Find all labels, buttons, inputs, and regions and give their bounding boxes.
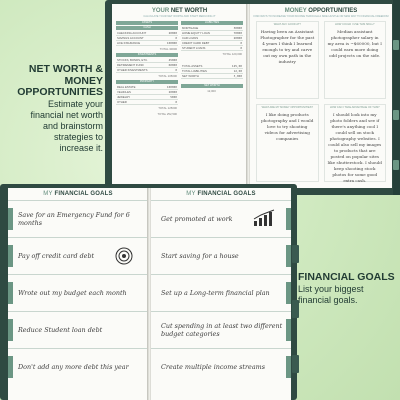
row-label: STUDENT LOANS [182,46,206,50]
handwritten-note: Median assistant photographer salary in my area is ~$60000, but I could earn more doing odd projects on the side. [327,29,382,58]
goal-item [151,200,291,237]
financial-goals-promo-body: List your biggest financial goals. [298,284,364,305]
cell-label: WHAT AM I GOOD AT? [273,23,301,26]
page-subtitle: CALCULATE YOUR NET WORTH AND START REDUCING IT [143,15,216,18]
grand-total: TOTAL 252,500 [157,112,177,116]
goal-tab [8,356,13,378]
opportunity-cell [256,104,319,182]
row-value: 3,000 [233,74,242,78]
section-header: LIABILITIES [181,21,243,25]
row-value: 20000 [168,31,177,35]
table-row [181,46,243,51]
row-label: CHECKING ACCOUNT [117,31,147,35]
page-tab [393,40,399,50]
page-title: YOUR NET WORTH [151,8,208,14]
row-value: 125,00 [231,64,242,68]
row-label: REAL ESTATE [117,85,136,89]
row-label: HOME EQUITY LOAN [182,31,210,35]
money-opportunities-page [250,4,392,188]
goal-text: Set up a Long-term financial plan [161,289,270,297]
goal-text: Reduce Student loan debt [18,326,103,334]
goal-text: Start saving for a house [161,252,239,260]
opportunity-cell [324,104,387,182]
opportunity-cell [324,21,387,99]
goal-tab [286,356,291,378]
net-worth-value: 12,000 [207,89,216,93]
goal-tab [286,208,291,230]
goal-text: Don't add any more debt this year [18,363,129,371]
goal-item [8,200,148,237]
page-title: MY FINANCIAL GOALS [186,191,256,197]
row-value: 0 [175,68,177,72]
section-header: CASH [116,26,178,30]
goal-tab [286,319,291,341]
table-row [116,68,178,73]
net-worth-promo-body: Estimate your financial net worth and brainstorm strategies to increase it. [30,99,103,153]
row-value: 100000 [166,85,177,89]
row-label: OTHER [117,100,127,104]
net-worth-label: NET WORTH [181,84,243,88]
goal-text: Wrote out my budget each month [18,289,127,297]
opportunity-cell [256,21,319,99]
row-label: LIFE INSURANCE [117,41,141,45]
row-label: JEWELRY [117,95,131,99]
goal-tab [8,319,13,341]
row-value: 5000 [170,95,177,99]
goal-text: Save for an Emergency Fund for 6 months [18,211,130,227]
row-label: RETIREMENT FUND [117,63,144,67]
goal-tab [8,245,13,267]
section-header: ASSETS [116,21,178,25]
row-label: TOTAL ASSETS [182,64,203,68]
row-label: NET WORTH [182,74,199,78]
goal-item [151,311,291,348]
handwritten-note: Having been an Assistant Photographer for the past 4 years I think I learned enough to try and carve out my own path in the industry [260,29,315,64]
table-row [116,41,178,46]
cell-label: HOW COULD I USE THIS SKILL? [335,23,375,26]
row-label: VEHICLES [117,90,131,94]
goal-item [151,237,291,274]
page-title: MONEY OPPORTUNITIES [284,8,358,14]
liabilities-column [181,21,243,117]
page-tab [393,160,399,170]
goal-item [8,311,148,348]
row-value: 30000 [233,26,242,30]
row-value: 45000 [168,58,177,62]
goal-tab [286,282,291,304]
goal-item [8,348,148,385]
row-label: STOCKS, BONDS, ETC. [117,58,148,62]
row-value: 60000 [168,63,177,67]
page-tab [292,245,299,263]
goal-text: Create multiple income streams [161,363,265,371]
goal-tab [8,208,13,230]
row-value: 12,00 [233,69,242,73]
handwritten-note: I like doing products photography and I would love to try shooting videos for advertising companies [261,112,314,141]
section-total: TOTAL 105000 [158,74,177,78]
page-title: MY FINANCIAL GOALS [43,191,113,197]
row-label: CAR LOANS [182,36,199,40]
target-doodle-icon [114,246,134,271]
row-value: 20000 [233,36,242,40]
cell-label: HOW CAN I TAKE ADVANTAGE OF THIS? [329,106,380,109]
section-total: TOTAL 30000 [159,47,177,51]
row-value: 0 [175,36,177,40]
net-worth-page [112,4,247,188]
row-label: SAVINGS ACCOUNT [117,36,144,40]
row-label: TOTAL LIABILITIES [182,69,207,73]
row-value: 70000 [233,31,242,35]
section-header: PROPERTY [116,80,178,84]
page-tab [292,355,299,373]
section-total: TOTAL 120,000 [222,52,242,56]
page-tab [393,110,399,120]
cell-label: WHAT ARE MY MONEY OPPORTUNITIES? [261,106,313,109]
handwritten-note: I should look into my photo folders and see if there's anything cool I could sell on stock photography websites. I could also sell my images to products that are posted on popular sites like shutterstock. I should keep shooting stock photos for some good extra cash. [327,112,382,183]
goal-item [8,274,148,311]
goal-text: Cut spending in at least two different budget categories [161,322,283,338]
goal-item [151,348,291,385]
table-row [116,100,178,105]
row-value: 100000 [166,41,177,45]
goal-item [151,274,291,311]
goal-tab [8,282,13,304]
goal-text: Pay off credit card debt [18,252,95,260]
section-total: TOTAL 125000 [158,106,177,110]
goal-item [8,237,148,274]
net-worth-promo-title: NET WORTH & MONEY OPPORTUNITIES [17,63,103,98]
goal-tab [286,245,291,267]
row-value: 0 [175,100,177,104]
bar-growth-doodle-icon [253,209,277,232]
row-label: MORTGAGE [182,26,199,30]
row-value: 20000 [168,90,177,94]
financial-goals-page-left [8,188,148,400]
financial-goals-promo-title: FINANCIAL GOALS [298,271,395,283]
section-header: INVESTMENTS [116,53,178,57]
assets-column [116,21,178,117]
goal-text: Get promoted at work [161,215,233,223]
page-subtitle: FIND WAYS TO INCREASE YOUR INCOME THROUGH A SIDE HUSTLE OR NEW WAY TO FINANCIAL FREEDOM [253,15,389,18]
table-row [181,74,243,79]
row-value: 0 [240,46,242,50]
row-value: 0 [240,41,242,45]
row-label: OTHER INVESTMENTS [117,68,148,72]
financial-goals-page-right [151,188,291,400]
row-label: CREDIT CARD DEBT [182,41,210,45]
